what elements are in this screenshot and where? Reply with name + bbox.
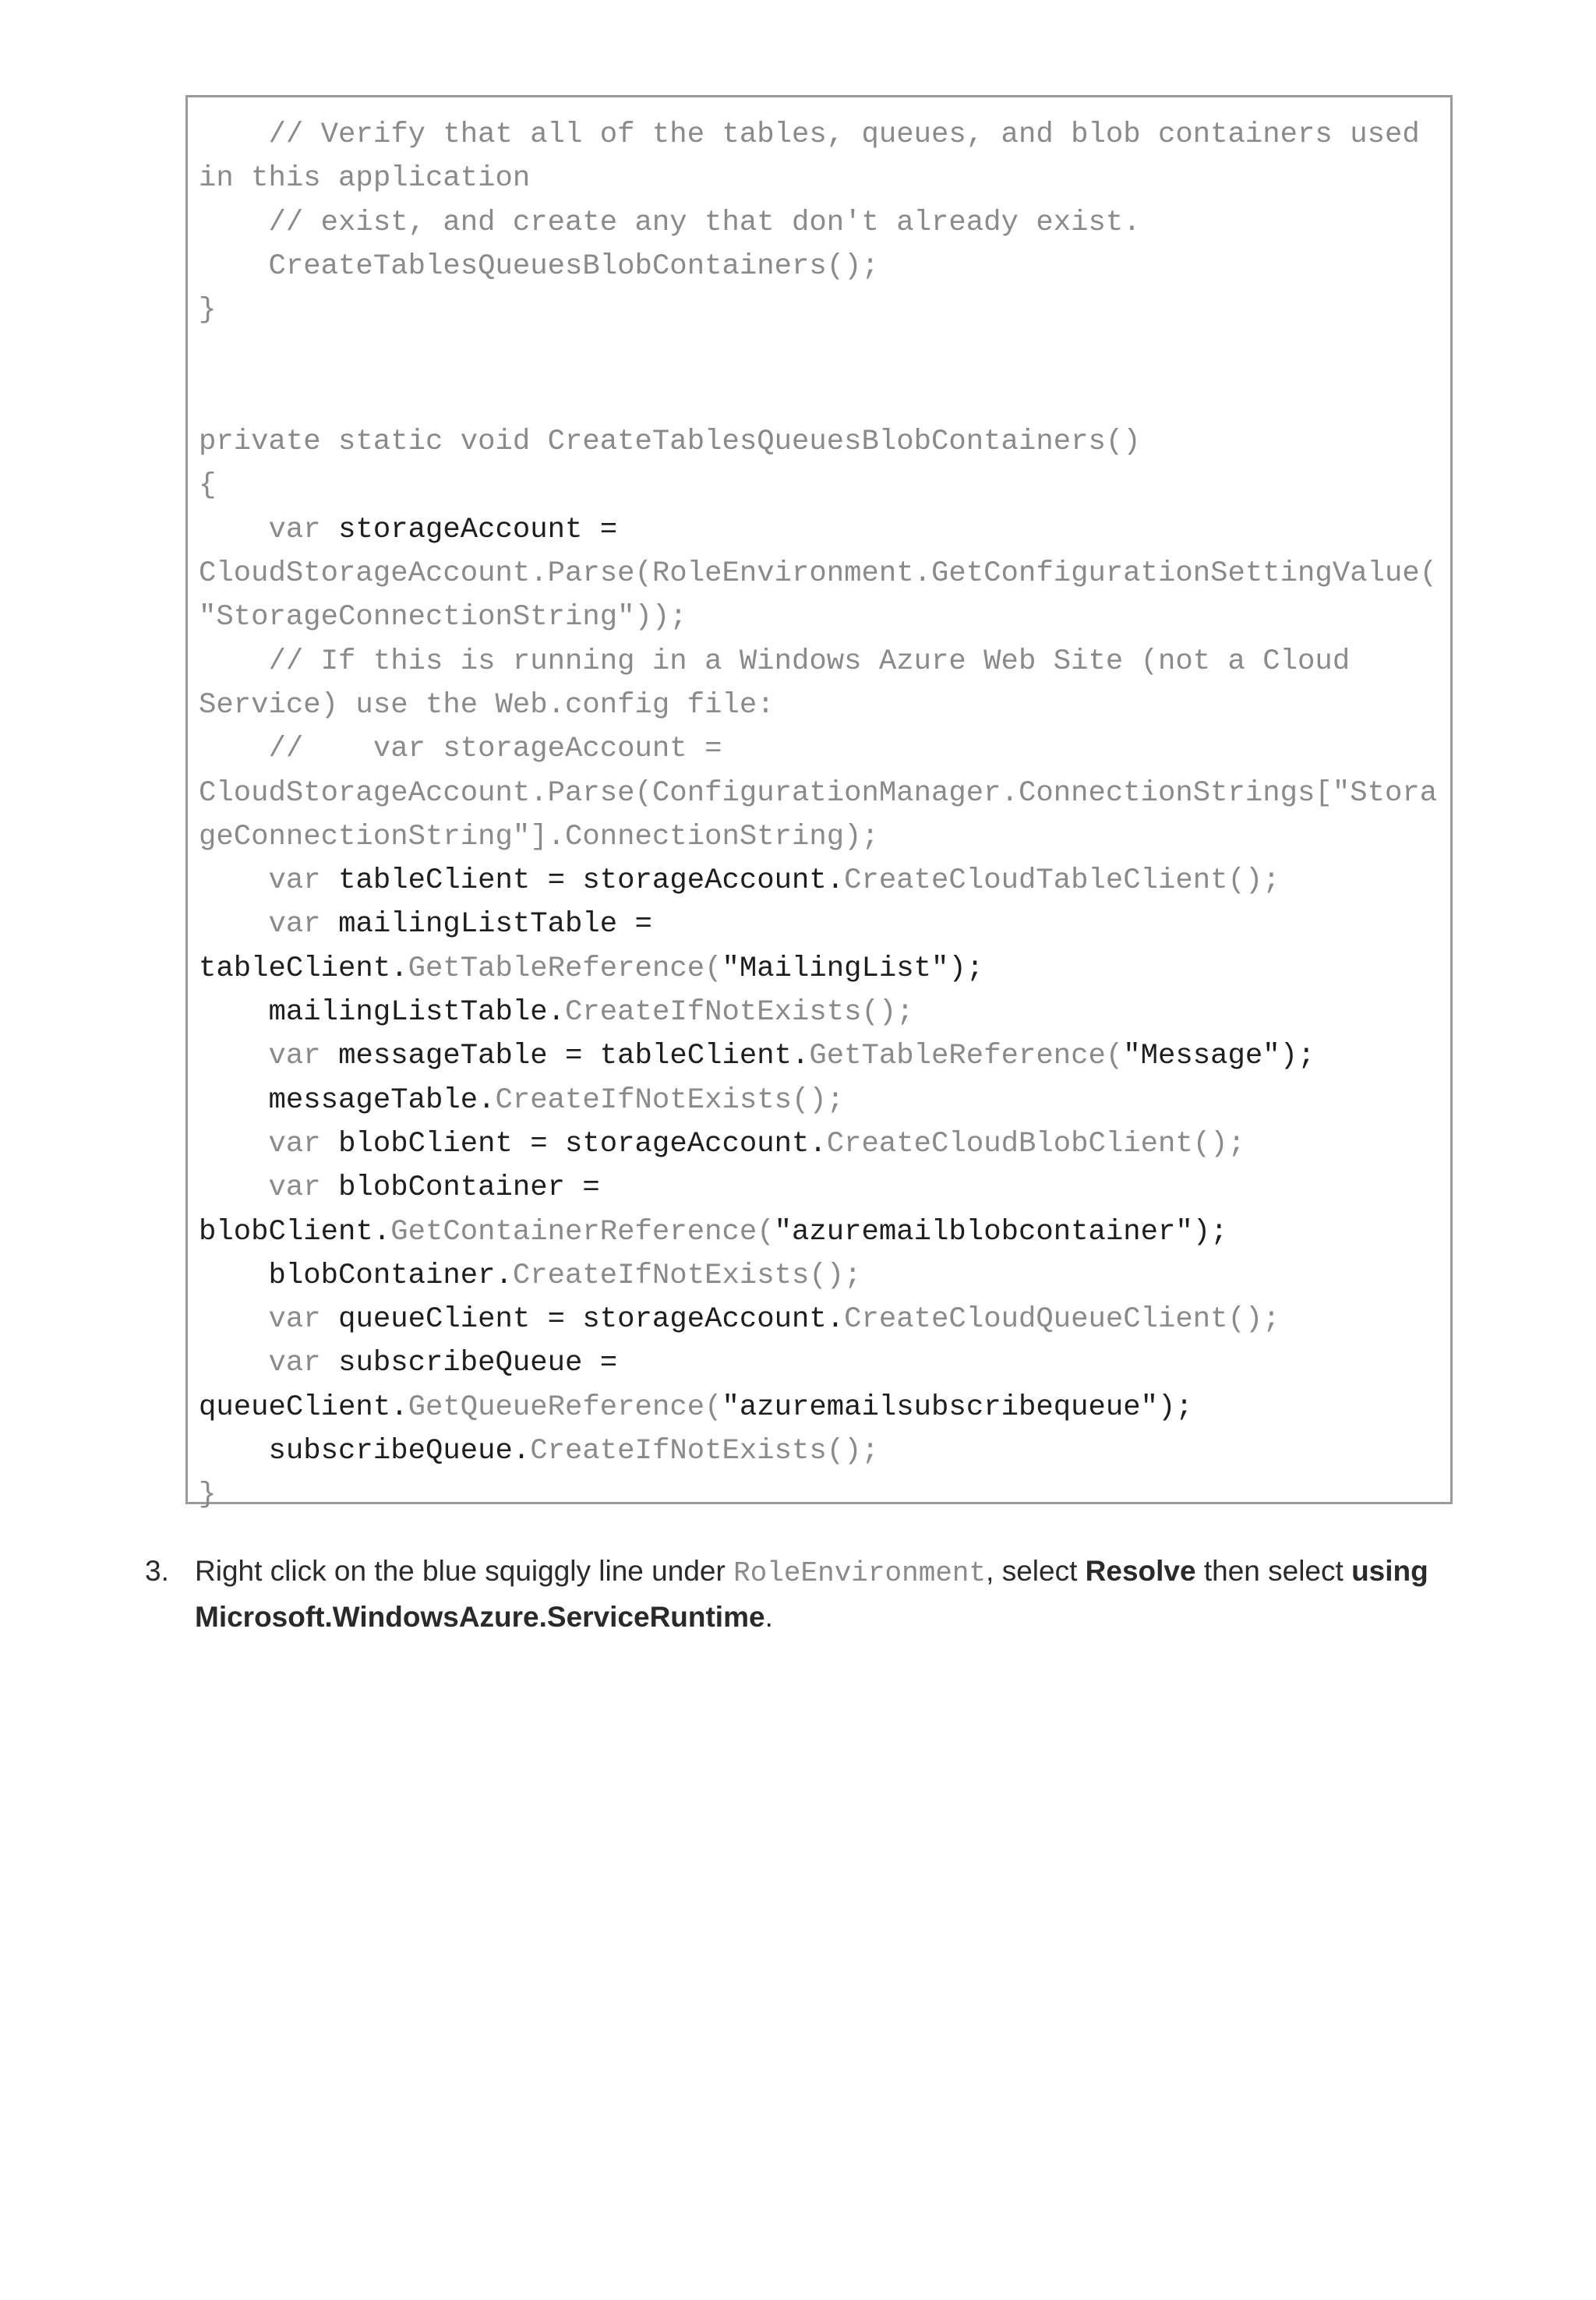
code-line bbox=[199, 595, 687, 639]
code-line bbox=[199, 157, 530, 200]
code-token: CreateCloudBlobClient(); bbox=[826, 1127, 1245, 1161]
code-line bbox=[199, 1386, 1193, 1429]
step-text-middle: , select bbox=[986, 1555, 1086, 1587]
code-token: // exist, and create any that don't already exist. bbox=[199, 206, 1141, 239]
step-text bbox=[195, 1549, 1457, 1639]
code-token: var bbox=[199, 1171, 339, 1205]
code-token: messageTable. bbox=[199, 1083, 496, 1117]
code-line bbox=[199, 1429, 879, 1473]
code-line bbox=[199, 1473, 216, 1517]
code-line bbox=[199, 991, 914, 1034]
code-token: CreateCloudTableClient(); bbox=[844, 864, 1280, 898]
code-token: "StorageConnectionString")); bbox=[199, 601, 687, 634]
code-token: tableClient = storageAccount. bbox=[338, 864, 845, 898]
code-token: tableClient. bbox=[199, 952, 408, 985]
code-token: // var storageAccount = bbox=[199, 733, 722, 766]
code-line bbox=[199, 1079, 844, 1122]
code-token: mailingListTable. bbox=[199, 996, 566, 1029]
code-token: } bbox=[199, 1479, 217, 1512]
code-line bbox=[199, 288, 216, 332]
code-line bbox=[199, 1210, 1228, 1254]
code-token: "azuremailsubscribequeue"); bbox=[722, 1390, 1193, 1424]
code-token: blobClient. bbox=[199, 1215, 391, 1249]
resolve-bold-text: Resolve bbox=[1085, 1555, 1196, 1587]
code-token: var bbox=[199, 1127, 339, 1161]
code-line bbox=[199, 640, 1350, 684]
step-text-before: Right click on the blue squiggly line under bbox=[195, 1555, 734, 1587]
code-token: GetTableReference( bbox=[809, 1040, 1124, 1073]
code-token: // Verify that all of the tables, queues, and blob containers used bbox=[199, 118, 1420, 151]
code-token: blobClient = storageAccount. bbox=[338, 1127, 827, 1161]
code-token: subscribeQueue. bbox=[199, 1435, 531, 1468]
code-line bbox=[199, 727, 722, 771]
code-token: var bbox=[199, 1303, 339, 1337]
code-token: subscribeQueue = bbox=[338, 1347, 618, 1380]
code-block bbox=[185, 95, 1453, 1512]
code-token: CloudStorageAccount.Parse(ConfigurationManager.ConnectionStrings["Stora bbox=[199, 776, 1438, 810]
code-token: geConnectionString"].ConnectionString); bbox=[199, 820, 879, 853]
code-line bbox=[199, 113, 1420, 157]
code-token: "MailingList"); bbox=[722, 952, 984, 985]
code-token: // If this is running in a Windows Azure Web Site (not a Cloud bbox=[199, 645, 1351, 678]
code-token: blobContainer = bbox=[338, 1171, 600, 1205]
code-line bbox=[199, 1341, 617, 1385]
code-token: "Message"); bbox=[1123, 1040, 1315, 1073]
code-line bbox=[199, 245, 879, 288]
code-token: GetContainerReference( bbox=[390, 1215, 775, 1249]
step-number: 3. bbox=[145, 1555, 169, 1587]
code-line bbox=[199, 552, 1437, 595]
code-line bbox=[199, 201, 1141, 245]
code-token: CreateCloudQueueClient(); bbox=[844, 1303, 1280, 1337]
code-token: CreateIfNotExists(); bbox=[565, 996, 914, 1029]
code-line bbox=[199, 684, 775, 727]
step-text-end: . bbox=[764, 1601, 773, 1633]
code-line bbox=[199, 947, 983, 991]
code-token: queueClient. bbox=[199, 1390, 408, 1424]
using-namespace-bold-text: using Microsoft.WindowsAzure.ServiceRuntime bbox=[195, 1555, 1428, 1633]
code-token: { bbox=[199, 469, 217, 503]
code-token: CreateIfNotExists(); bbox=[495, 1083, 845, 1117]
code-token: messageTable = tableClient. bbox=[338, 1040, 810, 1073]
code-line bbox=[199, 464, 216, 507]
code-line bbox=[199, 1254, 862, 1298]
code-token: CreateTablesQueuesBlobContainers(); bbox=[199, 249, 879, 283]
code-token: "azuremailblobcontainer"); bbox=[774, 1215, 1228, 1249]
code-line bbox=[199, 1034, 1315, 1078]
code-line bbox=[199, 903, 652, 946]
code-line bbox=[199, 420, 1141, 464]
code-token: mailingListTable = bbox=[338, 908, 652, 942]
code-line bbox=[199, 772, 1437, 815]
code-token: private static void CreateTablesQueuesBlobContainers() bbox=[199, 426, 1141, 459]
code-token: storageAccount = bbox=[338, 513, 618, 546]
inline-code-role-environment: RoleEnvironment bbox=[733, 1557, 987, 1589]
code-line bbox=[199, 1298, 1280, 1341]
step-text-after: then select bbox=[1195, 1555, 1352, 1587]
code-token: var bbox=[199, 864, 339, 898]
code-token: var bbox=[199, 1040, 339, 1073]
code-token: } bbox=[199, 294, 217, 327]
code-token: blobContainer. bbox=[199, 1259, 513, 1292]
code-token: var bbox=[199, 513, 339, 546]
code-line bbox=[199, 508, 617, 552]
code-token: GetTableReference( bbox=[408, 952, 722, 985]
code-line bbox=[199, 815, 879, 859]
code-line bbox=[199, 859, 1280, 903]
code-token: CreateIfNotExists(); bbox=[530, 1435, 879, 1468]
code-token: var bbox=[199, 1347, 339, 1380]
code-line bbox=[199, 1122, 1245, 1166]
code-token: Service) use the Web.config file: bbox=[199, 688, 775, 722]
code-token: CloudStorageAccount.Parse(RoleEnvironment.GetConfigurationSettingValue( bbox=[199, 557, 1438, 590]
code-token: queueClient = storageAccount. bbox=[338, 1303, 845, 1337]
code-token: CreateIfNotExists(); bbox=[512, 1259, 862, 1292]
code-line bbox=[199, 1166, 600, 1210]
code-token: in this application bbox=[199, 162, 531, 196]
code-token: var bbox=[199, 908, 339, 942]
code-token: GetQueueReference( bbox=[408, 1390, 722, 1424]
